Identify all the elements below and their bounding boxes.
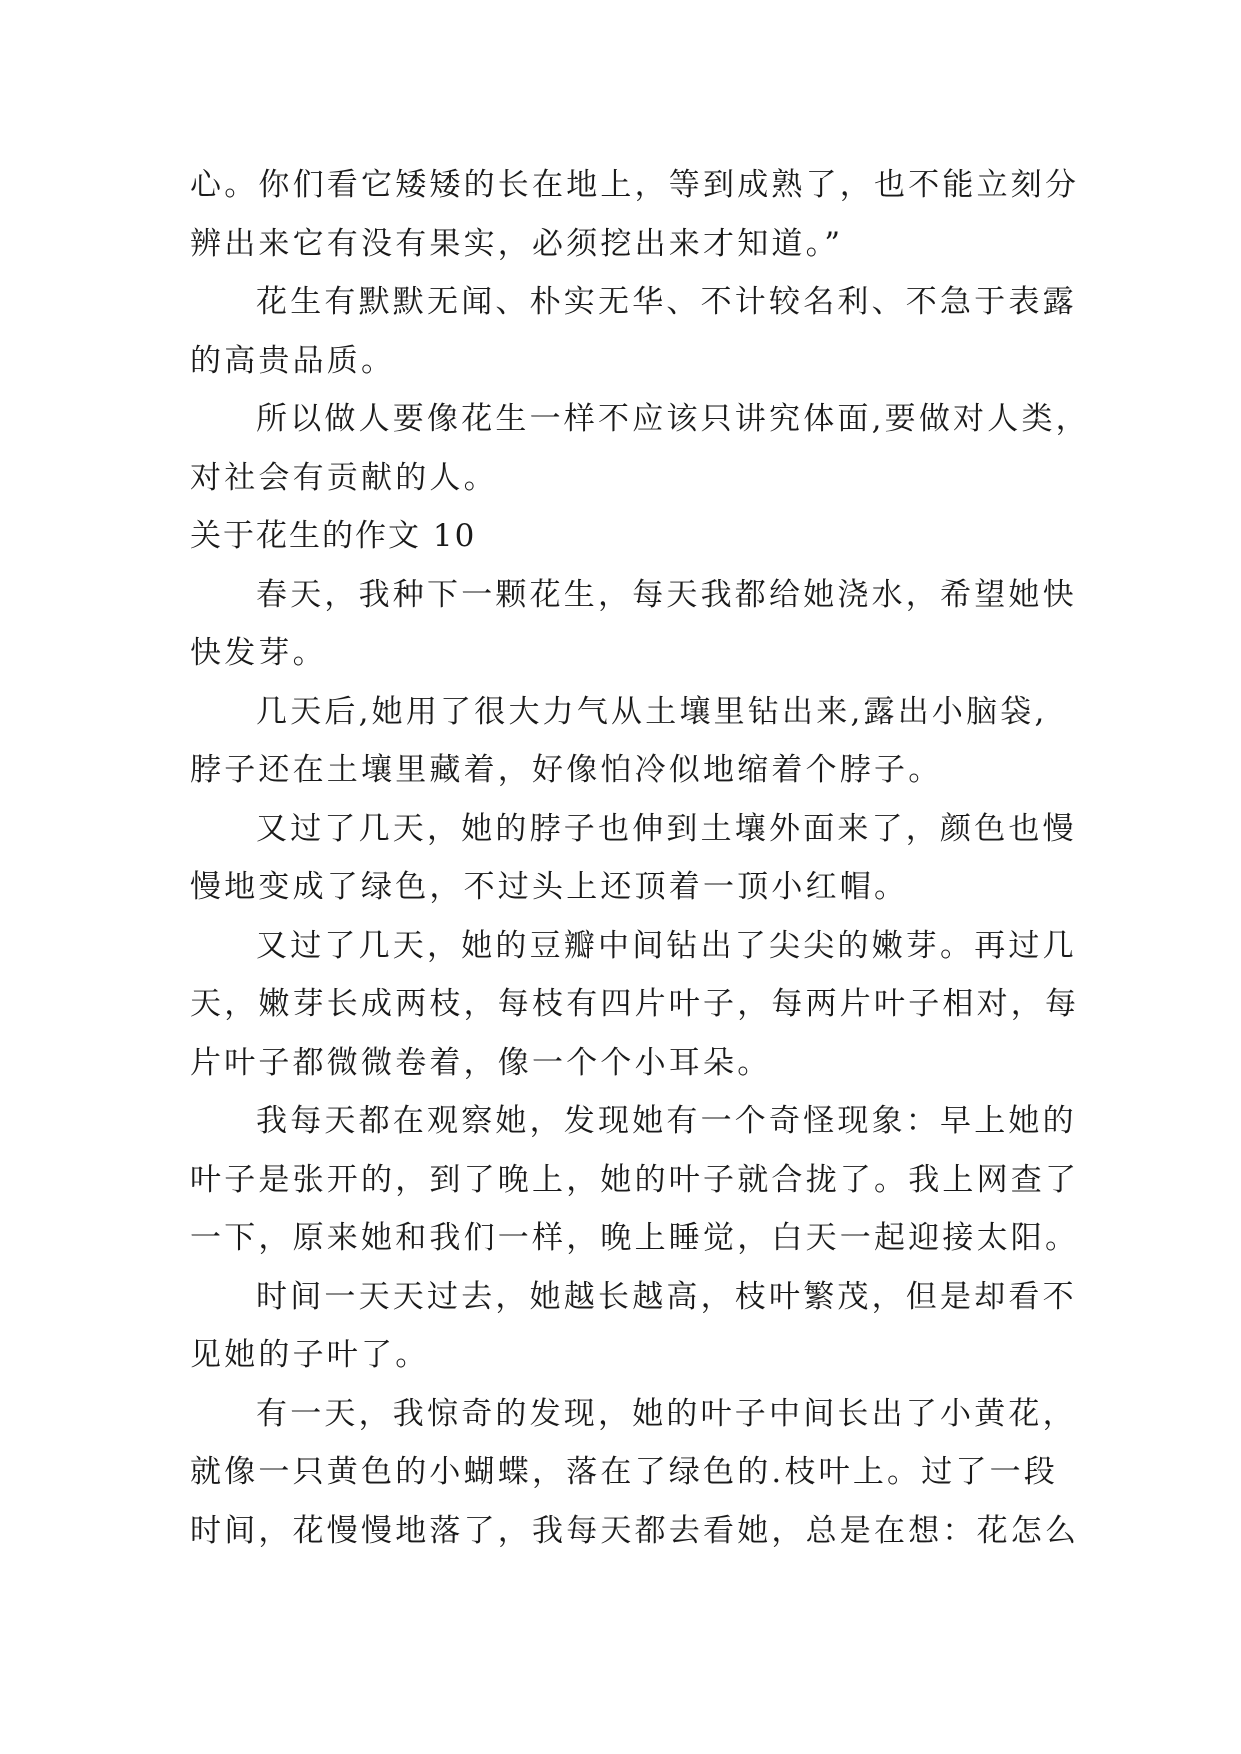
paragraph-start-line: 我每天都在观察她，发现她有一个奇怪现象：早上她的 — [256, 1103, 1077, 1139]
section-heading: 关于花生的作文 10 — [190, 518, 477, 554]
paragraph-start-line: 几天后,她用了很大力气从土壤里钻出来,露出小脑袋, — [256, 693, 1048, 730]
paragraph-start-line: 又过了几天，她的脖子也伸到土壤外面来了，颜色也慢 — [256, 810, 1077, 847]
text-line: 片叶子都微微卷着，像一个个小耳朵。 — [190, 1044, 772, 1081]
text-line: 快发芽。 — [190, 635, 327, 671]
paragraph-start-line: 时间一天天过去，她越长越高，枝叶繁茂，但是却看不 — [256, 1278, 1077, 1315]
text-line: 的高贵品质。 — [190, 342, 396, 379]
text-line: 心。你们看它矮矮的长在地上，等到成熟了，也不能立刻分 — [190, 167, 1080, 203]
text-line: 就像一只黄色的小蝴蝶，落在了绿色的.枝叶上。过了一段 — [190, 1454, 1059, 1490]
text-line: 叶子是张开的，到了晚上，她的叶子就合拢了。我上网查了 — [190, 1161, 1080, 1198]
paragraph-start-line: 春天，我种下一颗花生，每天我都给她浇水，希望她快 — [256, 576, 1077, 613]
paragraph-start-line: 有一天，我惊奇的发现，她的叶子中间长出了小黄花， — [256, 1395, 1077, 1432]
text-line: 一下，原来她和我们一样，晚上睡觉，白天一起迎接太阳。 — [190, 1220, 1080, 1256]
document-body — [190, 156, 1090, 1560]
text-line: 对社会有贡献的人。 — [190, 459, 498, 496]
text-line: 脖子还在土壤里藏着，好像怕冷似地缩着个脖子。 — [190, 752, 943, 788]
text-line: 时间，花慢慢地落了，我每天都去看她，总是在想：花怎么 — [190, 1512, 1080, 1549]
paragraph-start-line: 花生有默默无闻、朴实无华、不计较名利、不急于表露 — [256, 284, 1077, 320]
text-line: 天，嫩芽长成两枝，每枝有四片叶子，每两片叶子相对，每 — [190, 986, 1080, 1022]
text-line: 辨出来它有没有果实，必须挖出来才知道。” — [190, 225, 844, 262]
paragraph-start-line: 所以做人要像花生一样不应该只讲究体面,要做对人类， — [256, 401, 1090, 437]
paragraph-start-line: 又过了几天，她的豆瓣中间钻出了尖尖的嫩芽。再过几 — [256, 927, 1077, 964]
text-line: 见她的子叶了。 — [190, 1337, 430, 1373]
text-line: 慢地变成了绿色，不过头上还顶着一顶小红帽。 — [190, 869, 909, 905]
